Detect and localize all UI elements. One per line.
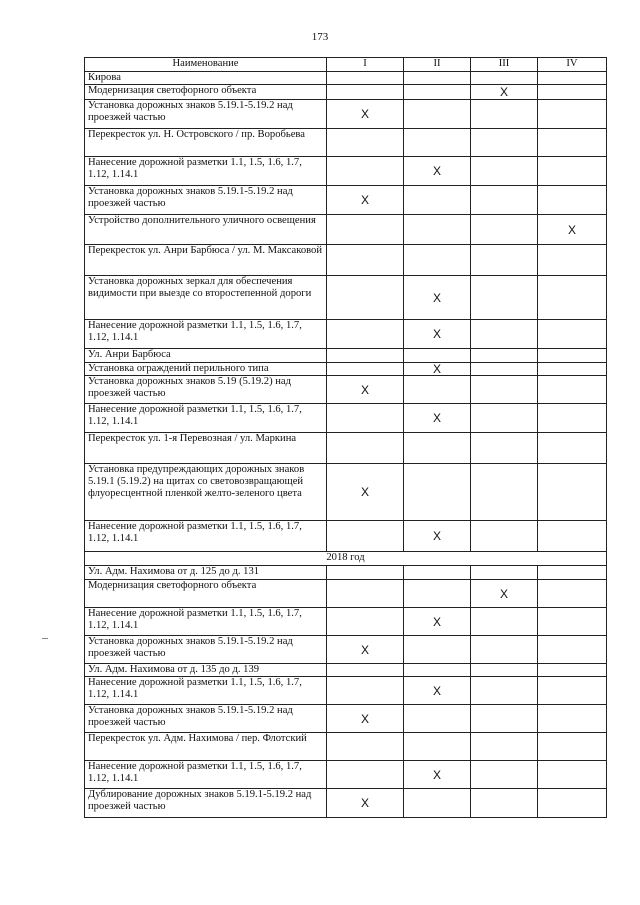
mark-col-i: X <box>327 789 404 818</box>
mark-col-iv <box>538 433 607 464</box>
row-name: Кирова <box>85 72 327 85</box>
table-row <box>85 580 607 608</box>
row-name: Ул. Адм. Нахимова от д. 135 до д. 139 <box>85 664 327 677</box>
header-col-iii: III <box>471 58 538 72</box>
mark-col-ii: X <box>404 761 471 789</box>
mark-col-ii: X <box>404 320 471 349</box>
mark-col-i <box>327 129 404 157</box>
row-name: Нанесение дорожной разметки 1.1, 1.5, 1.6, 1.7, 1.12, 1.14.1 <box>85 677 327 705</box>
mark-col-i <box>327 245 404 276</box>
row-name: Ул. Адм. Нахимова от д. 125 до д. 131 <box>85 566 327 580</box>
mark-col-ii <box>404 129 471 157</box>
mark-col-i <box>327 349 404 363</box>
mark-col-i <box>327 761 404 789</box>
table-row <box>85 608 607 636</box>
mark-col-iv <box>538 157 607 186</box>
row-name: Нанесение дорожной разметки 1.1, 1.5, 1.6, 1.7, 1.12, 1.14.1 <box>85 157 327 186</box>
mark-col-ii: X <box>404 608 471 636</box>
mark-col-i: X <box>327 100 404 129</box>
mark-col-iv <box>538 72 607 85</box>
mark-col-ii <box>404 376 471 404</box>
mark-col-iv <box>538 789 607 818</box>
table-row <box>85 789 607 818</box>
table-row <box>85 129 607 157</box>
row-name: Перекресток ул. Адм. Нахимова / пер. Флотский <box>85 733 327 761</box>
mark-col-ii <box>404 636 471 664</box>
mark-col-i: X <box>327 636 404 664</box>
mark-col-i: X <box>327 464 404 521</box>
mark-col-i <box>327 521 404 552</box>
mark-col-iv <box>538 404 607 433</box>
mark-col-iv <box>538 320 607 349</box>
mark-col-iii <box>471 404 538 433</box>
mark-col-ii <box>404 733 471 761</box>
header-name: Наименование <box>85 58 327 72</box>
mark-col-iv <box>538 276 607 320</box>
row-name: Установка дорожных знаков 5.19.1-5.19.2 над проезжей частью <box>85 636 327 664</box>
row-name: Модернизация светофорного объекта <box>85 580 327 608</box>
mark-col-i <box>327 157 404 186</box>
table-row <box>85 186 607 215</box>
table-row <box>85 320 607 349</box>
row-name: Установка дорожных зеркал для обеспечения видимости при выезде со второстепенной дороги <box>85 276 327 320</box>
margin-mark <box>42 638 48 639</box>
mark-col-i <box>327 276 404 320</box>
table-row <box>85 664 607 677</box>
row-name: Нанесение дорожной разметки 1.1, 1.5, 1.6, 1.7, 1.12, 1.14.1 <box>85 608 327 636</box>
table-header-row <box>85 58 607 72</box>
mark-col-iii <box>471 521 538 552</box>
mark-col-iii <box>471 363 538 376</box>
mark-col-ii <box>404 349 471 363</box>
table-row <box>85 85 607 100</box>
mark-col-iii <box>471 789 538 818</box>
mark-col-iv <box>538 608 607 636</box>
header-col-ii: II <box>404 58 471 72</box>
mark-col-iv <box>538 566 607 580</box>
row-name: Установка дорожных знаков 5.19.1-5.19.2 над проезжей частью <box>85 100 327 129</box>
mark-col-ii <box>404 789 471 818</box>
mark-col-iii <box>471 636 538 664</box>
mark-col-iii <box>471 100 538 129</box>
mark-col-ii <box>404 85 471 100</box>
mark-col-iv <box>538 464 607 521</box>
mark-col-iii <box>471 433 538 464</box>
mark-col-iv <box>538 363 607 376</box>
mark-col-iii <box>471 320 538 349</box>
row-name: Перекресток ул. Н. Островского / пр. Воробьева <box>85 129 327 157</box>
mark-col-i <box>327 72 404 85</box>
mark-col-ii: X <box>404 157 471 186</box>
mark-col-iii <box>471 677 538 705</box>
row-name: Нанесение дорожной разметки 1.1, 1.5, 1.6, 1.7, 1.12, 1.14.1 <box>85 320 327 349</box>
mark-col-iv <box>538 129 607 157</box>
mark-col-iii <box>471 705 538 733</box>
row-name: Нанесение дорожной разметки 1.1, 1.5, 1.6, 1.7, 1.12, 1.14.1 <box>85 404 327 433</box>
mark-col-iii <box>471 464 538 521</box>
mark-col-iv <box>538 521 607 552</box>
mark-col-i <box>327 733 404 761</box>
table-row <box>85 636 607 664</box>
mark-col-ii <box>404 186 471 215</box>
mark-col-i: X <box>327 376 404 404</box>
table-row <box>85 677 607 705</box>
mark-col-i <box>327 433 404 464</box>
mark-col-iii <box>471 129 538 157</box>
table-row <box>85 215 607 245</box>
row-name: Дублирование дорожных знаков 5.19.1-5.19.2 над проезжей частью <box>85 789 327 818</box>
row-name: Перекресток ул. 1-я Перевозная / ул. Маркина <box>85 433 327 464</box>
mark-col-i <box>327 85 404 100</box>
header-col-iv: IV <box>538 58 607 72</box>
table-row <box>85 157 607 186</box>
table-row <box>85 245 607 276</box>
mark-col-ii <box>404 664 471 677</box>
mark-col-iv <box>538 677 607 705</box>
mark-col-i <box>327 580 404 608</box>
mark-col-i <box>327 404 404 433</box>
mark-col-i <box>327 664 404 677</box>
table-row <box>85 464 607 521</box>
mark-col-ii <box>404 705 471 733</box>
table-row <box>85 404 607 433</box>
mark-col-iv <box>538 705 607 733</box>
table-row <box>85 433 607 464</box>
mark-col-iii <box>471 349 538 363</box>
table-row <box>85 349 607 363</box>
row-name: Установка дорожных знаков 5.19.1-5.19.2 над проезжей частью <box>85 186 327 215</box>
mark-col-iv: X <box>538 215 607 245</box>
row-name: Установка дорожных знаков 5.19 (5.19.2) над проезжей частью <box>85 376 327 404</box>
mark-col-iv <box>538 349 607 363</box>
table-row <box>85 566 607 580</box>
table-row <box>85 761 607 789</box>
mark-col-i <box>327 677 404 705</box>
row-name: Перекресток ул. Анри Барбюса / ул. М. Максаковой <box>85 245 327 276</box>
mark-col-ii <box>404 100 471 129</box>
table-row <box>85 376 607 404</box>
mark-col-ii <box>404 580 471 608</box>
page-number: 173 <box>311 31 329 43</box>
mark-col-ii <box>404 566 471 580</box>
mark-col-iv <box>538 85 607 100</box>
mark-col-iii <box>471 664 538 677</box>
header-col-i: I <box>327 58 404 72</box>
row-name: Нанесение дорожной разметки 1.1, 1.5, 1.6, 1.7, 1.12, 1.14.1 <box>85 761 327 789</box>
mark-col-iv <box>538 245 607 276</box>
mark-col-iii <box>471 566 538 580</box>
mark-col-ii: X <box>404 677 471 705</box>
table-row <box>85 276 607 320</box>
table-row <box>85 363 607 376</box>
mark-col-iii <box>471 733 538 761</box>
table-row <box>85 72 607 85</box>
table-row <box>85 705 607 733</box>
mark-col-i <box>327 363 404 376</box>
mark-col-iii <box>471 608 538 636</box>
mark-col-iii <box>471 72 538 85</box>
mark-col-i <box>327 215 404 245</box>
mark-col-ii <box>404 433 471 464</box>
mark-col-ii: X <box>404 363 471 376</box>
mark-col-iv <box>538 186 607 215</box>
mark-col-iv <box>538 761 607 789</box>
mark-col-ii: X <box>404 404 471 433</box>
row-name: Модернизация светофорного объекта <box>85 85 327 100</box>
year-label: 2018 год <box>85 552 607 566</box>
table-row <box>85 100 607 129</box>
row-name: Нанесение дорожной разметки 1.1, 1.5, 1.6, 1.7, 1.12, 1.14.1 <box>85 521 327 552</box>
row-name: Ул. Анри Барбюса <box>85 349 327 363</box>
mark-col-iv <box>538 376 607 404</box>
mark-col-ii: X <box>404 276 471 320</box>
mark-col-iii <box>471 376 538 404</box>
mark-col-i: X <box>327 186 404 215</box>
mark-col-iii: X <box>471 580 538 608</box>
mark-col-iii <box>471 157 538 186</box>
mark-col-iv <box>538 580 607 608</box>
mark-col-i <box>327 320 404 349</box>
row-name: Установка ограждений перильного типа <box>85 363 327 376</box>
mark-col-ii <box>404 215 471 245</box>
mark-col-iii <box>471 276 538 320</box>
table-body <box>85 72 607 818</box>
mark-col-iv <box>538 100 607 129</box>
row-name: Установка предупреждающих дорожных знаков 5.19.1 (5.19.2) на щитах со световозвращающей флуоресцентной пленкой желто-зеленого цвета <box>85 464 327 521</box>
mark-col-iii <box>471 245 538 276</box>
mark-col-iv <box>538 664 607 677</box>
measures-table <box>84 57 607 818</box>
mark-col-iii <box>471 186 538 215</box>
mark-col-iii <box>471 761 538 789</box>
row-name: Устройство дополнительного уличного освещения <box>85 215 327 245</box>
mark-col-i <box>327 566 404 580</box>
table-row <box>85 521 607 552</box>
mark-col-ii <box>404 464 471 521</box>
mark-col-ii <box>404 72 471 85</box>
mark-col-iii: X <box>471 85 538 100</box>
mark-col-i <box>327 608 404 636</box>
mark-col-i: X <box>327 705 404 733</box>
mark-col-iii <box>471 215 538 245</box>
mark-col-ii <box>404 245 471 276</box>
mark-col-ii: X <box>404 521 471 552</box>
mark-col-iv <box>538 636 607 664</box>
row-name: Установка дорожных знаков 5.19.1-5.19.2 над проезжей частью <box>85 705 327 733</box>
year-row <box>85 552 607 566</box>
mark-col-iv <box>538 733 607 761</box>
table-row <box>85 733 607 761</box>
